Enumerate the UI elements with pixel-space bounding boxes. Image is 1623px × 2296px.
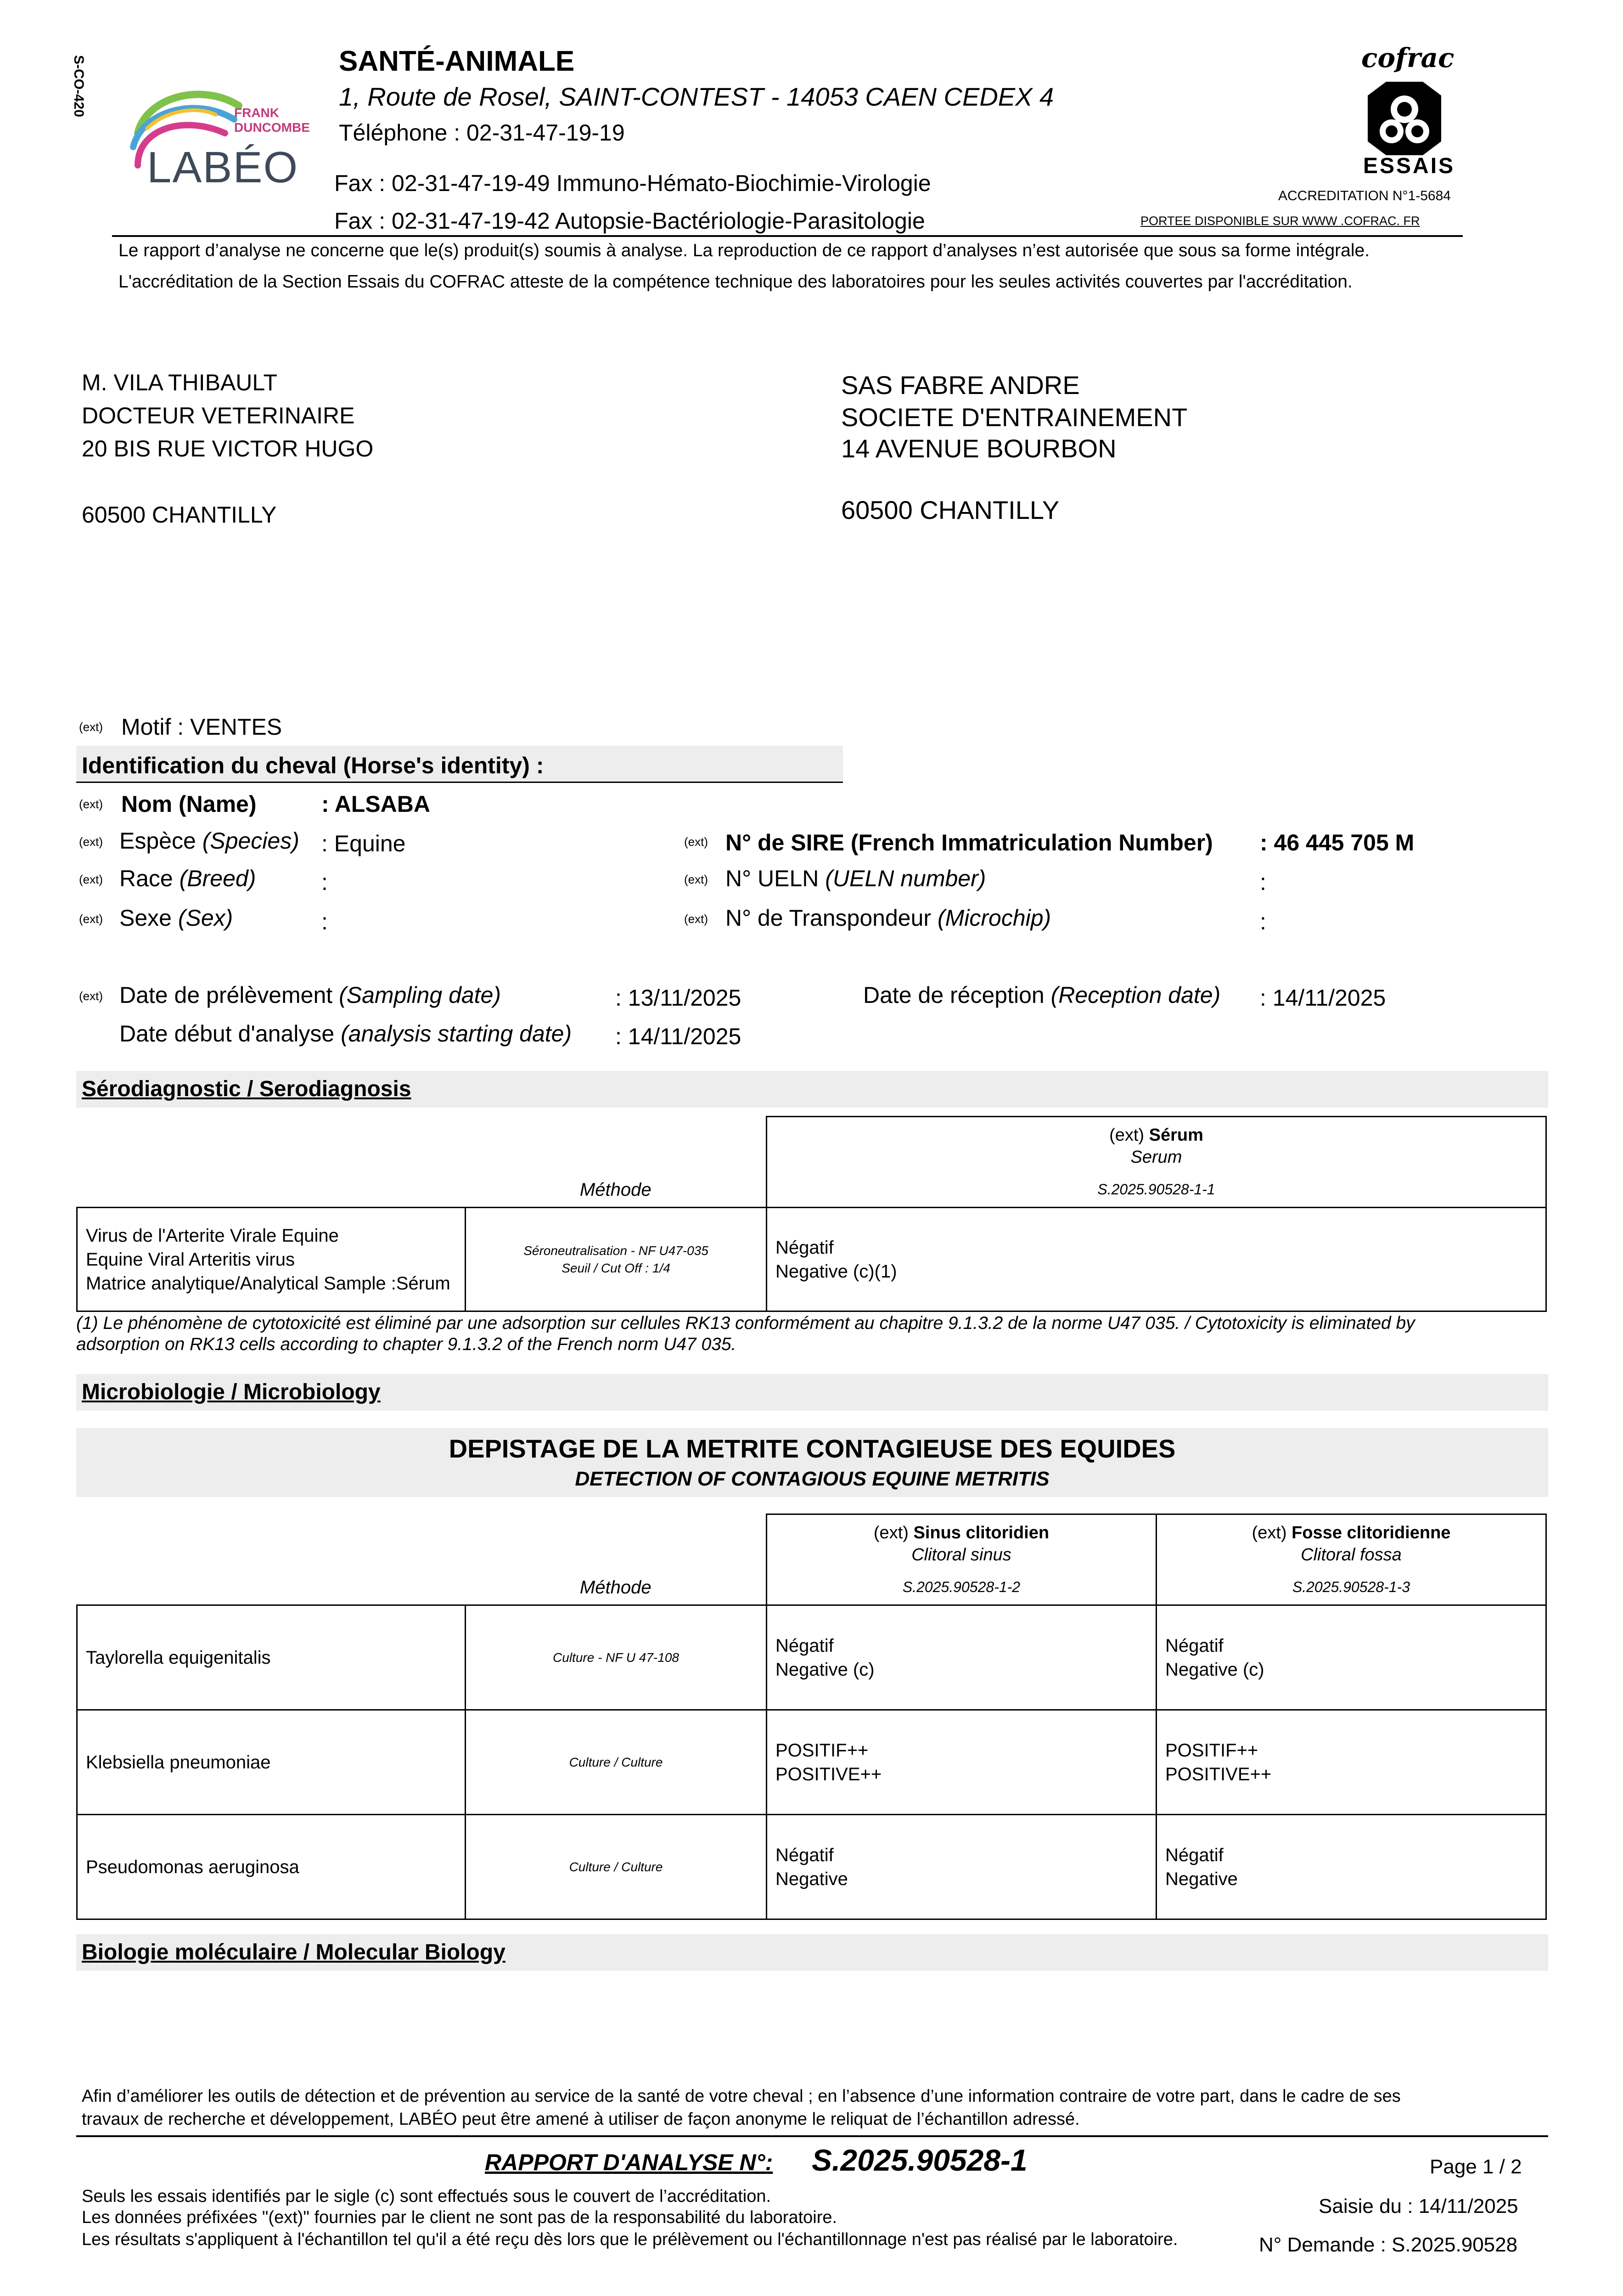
debut-analyse-label	[119, 1020, 572, 1047]
result-line-2: Negative (c)	[1165, 1659, 1264, 1680]
sinus-sample-header	[767, 1514, 1157, 1605]
sample-ext-tag: (ext)	[1252, 1523, 1287, 1542]
reception-value: : 14/11/2025	[1260, 985, 1386, 1011]
methode-header: Méthode	[579, 1180, 651, 1200]
reception-label-en: (Reception date)	[1050, 982, 1221, 1008]
ext-tag: (ext)	[684, 872, 708, 886]
method-line-2: Seuil / Cut Off : 1/4	[562, 1261, 670, 1275]
sexe-value: :	[321, 909, 328, 934]
table-row	[77, 1815, 1546, 1919]
recipient-line-2: DOCTEUR VETERINAIRE	[82, 403, 355, 428]
section-microbiology	[76, 1374, 1548, 1411]
table-row	[77, 1710, 1546, 1815]
cem-title: DEPISTAGE DE LA METRITE CONTAGIEUSE DES EQUIDES	[449, 1434, 1176, 1463]
method-cell: Culture / Culture	[466, 1710, 767, 1815]
result-cell	[1157, 1605, 1546, 1710]
recipient-line-3: 20 BIS RUE VICTOR HUGO	[82, 436, 374, 461]
sample-name: Fosse clitoridienne	[1292, 1523, 1451, 1542]
owner-line-2: SOCIETE D'ENTRAINEMENT	[841, 403, 1188, 432]
sample-id: S.2025.90528-1-1	[1097, 1181, 1215, 1198]
nom-value: : ALSABA	[321, 791, 431, 817]
method-cell: Culture - NF U 47-108	[466, 1605, 767, 1710]
result-cell	[767, 1710, 1157, 1815]
fosse-sample-header	[1157, 1514, 1546, 1605]
ext-tag: (ext)	[79, 872, 103, 886]
saisie-date: Saisie du : 14/11/2025	[1319, 2195, 1518, 2217]
transpondeur-label	[725, 905, 1051, 931]
result-cell	[767, 1815, 1157, 1919]
sample-ext-tag: (ext)	[1109, 1125, 1145, 1145]
section-molecular-biology-title: Biologie moléculaire / Molecular Biology	[82, 1940, 505, 1964]
microbiology-header-row	[77, 1514, 1546, 1605]
footer-note-2: Les données préfixées "(ext)" fournies par le client ne sont pas de la responsabilité du laboratoire.	[82, 2208, 837, 2227]
transpondeur-value: :	[1260, 909, 1266, 934]
ueln-value: :	[1260, 869, 1266, 895]
recipient-line-4: 60500 CHANTILLY	[82, 502, 277, 528]
result-line-1: POSITIF++	[1165, 1740, 1258, 1761]
cofrac-emblem-icon	[1359, 77, 1450, 160]
result-line-1: Négatif	[775, 1237, 834, 1258]
methode-header: Méthode	[579, 1577, 651, 1598]
header-blank-cell	[77, 1514, 466, 1605]
race-value: :	[321, 869, 328, 895]
result-cell	[767, 1208, 1546, 1311]
reception-label	[863, 982, 1220, 1008]
lab-name: SANTÉ-ANIMALE	[339, 45, 575, 77]
lab-fax-1: Fax : 02-31-47-19-49 Immuno-Hémato-Biochimie-Virologie	[334, 170, 931, 196]
footer-notice-2: travaux de recherche et développement, LABÉO peut être amené à utiliser de façon anonyme le reliquat de l’échantillon adressé.	[82, 2110, 1080, 2129]
sexe-label-fr: Sexe	[119, 905, 172, 931]
lab-address: 1, Route de Rosel, SAINT-CONTEST - 14053 CAEN CEDEX 4	[339, 82, 1054, 111]
owner-line-3: 14 AVENUE BOURBON	[841, 434, 1117, 463]
rapport-label: RAPPORT D'ANALYSE N°:	[485, 2150, 773, 2175]
sample-ext-tag: (ext)	[873, 1523, 909, 1542]
sample-name-en: Clitoral fossa	[1301, 1545, 1402, 1564]
ueln-label	[725, 865, 986, 892]
ueln-label-fr: N° UELN	[725, 866, 819, 891]
section-microbiology-title: Microbiologie / Microbiology	[82, 1380, 381, 1404]
ext-tag: (ext)	[79, 912, 103, 926]
analyte-cell	[77, 1208, 466, 1311]
sexe-label	[119, 905, 233, 931]
cofrac-portee-link[interactable]: PORTEE DISPONIBLE SUR WWW .COFRAC. FR	[1140, 214, 1420, 228]
transpondeur-label-en: (Microchip)	[937, 905, 1051, 931]
sample-id: S.2025.90528-1-2	[902, 1578, 1021, 1595]
owner-line-4: 60500 CHANTILLY	[841, 495, 1060, 524]
nom-label: Nom (Name)	[121, 791, 257, 817]
sexe-label-en: (Sex)	[178, 905, 233, 931]
sire-label: N° de SIRE (French Immatriculation Number)	[725, 830, 1213, 855]
motif: Motif : VENTES	[121, 714, 282, 740]
logo-sub1: FRANK	[234, 106, 279, 120]
race-label	[119, 865, 256, 892]
analyte-cell: Klebsiella pneumoniae	[77, 1710, 466, 1815]
cem-title-block	[76, 1428, 1548, 1497]
recipient-line-1: M. VILA THIBAULT	[82, 370, 278, 395]
serum-sample-header	[767, 1117, 1546, 1208]
ext-tag: (ext)	[684, 912, 708, 926]
method-cell	[466, 1208, 767, 1311]
lab-fax-2: Fax : 02-31-47-19-42 Autopsie-Bactériologie-Parasitologie	[334, 208, 925, 234]
result-line-1: Négatif	[775, 1845, 834, 1865]
page-number: Page 1 / 2	[1430, 2155, 1522, 2178]
section-molecular-biology	[76, 1934, 1548, 1971]
method-line-1: Séroneutralisation - NF U47-035	[523, 1243, 708, 1258]
result-line-2: Negative (c)(1)	[775, 1261, 897, 1282]
sample-name: Sinus clitoridien	[913, 1523, 1050, 1542]
cofrac-essais-text: ESSAIS	[1363, 154, 1455, 178]
prelevement-label-en: (Sampling date)	[339, 982, 501, 1008]
lab-phone: Téléphone : 02-31-47-19-19	[339, 120, 625, 146]
race-label-fr: Race	[119, 866, 173, 891]
cofrac-logo-text: cofrac	[1361, 42, 1455, 73]
ext-tag: (ext)	[684, 835, 708, 849]
espece-label	[119, 827, 299, 854]
analyte-line-2: Equine Viral Arteritis virus	[86, 1249, 295, 1270]
cofrac-logo	[1357, 42, 1453, 180]
identity-title: Identification du cheval (Horse's identity) :	[82, 753, 544, 778]
analyte-cell: Pseudomonas aeruginosa	[77, 1815, 466, 1919]
microbiology-table	[76, 1514, 1547, 1920]
section-serodiagnostic	[76, 1071, 1548, 1108]
cem-subtitle: DETECTION OF CONTAGIOUS EQUINE METRITIS	[575, 1468, 1050, 1490]
table-row	[77, 1208, 1546, 1311]
prelevement-value: : 13/11/2025	[615, 985, 741, 1011]
footer-notice-1: Afin d’améliorer les outils de détection et de prévention au service de la santé de votre cheval ; en l’absence d’une information contraire de votre part, dans le cadre de ses	[82, 2087, 1401, 2106]
disclaimer-line-2: L'accréditation de la Section Essais du COFRAC atteste de la compétence technique des laboratoires pour les seules activités couvertes par l'accréditation.	[118, 272, 1353, 292]
result-line-2: Negative (c)	[775, 1659, 875, 1680]
sample-id: S.2025.90528-1-3	[1292, 1578, 1410, 1595]
sample-name-en: Clitoral sinus	[911, 1545, 1011, 1564]
result-line-1: Négatif	[1165, 1845, 1224, 1865]
serodiagnostic-footnote-1: (1) Le phénomène de cytotoxicité est éliminé par une adsorption sur cellules RK13 conformément au chapitre 9.1.3.2 de la norme U47 035. / Cytotoxicity is eliminated by	[76, 1313, 1415, 1333]
result-cell	[767, 1605, 1157, 1710]
owner-line-1: SAS FABRE ANDRE	[841, 371, 1080, 400]
document-code: S-CO-420	[71, 55, 86, 118]
footer-note-1: Seuls les essais identifiés par le sigle (c) sont effectués sous le couvert de l’accréditation.	[82, 2187, 771, 2206]
espece-label-fr: Espèce	[119, 828, 196, 854]
demande-number: N° Demande : S.2025.90528	[1259, 2234, 1518, 2256]
analyte-cell: Taylorella equigenitalis	[77, 1605, 466, 1710]
result-line-1: POSITIF++	[775, 1740, 869, 1761]
result-line-2: Negative	[775, 1868, 848, 1889]
serodiagnostic-footnote-2: adsorption on RK13 cells according to chapter 9.1.3.2 of the French norm U47 035.	[76, 1334, 736, 1354]
race-label-en: (Breed)	[179, 866, 256, 891]
result-cell	[1157, 1815, 1546, 1919]
table-row	[77, 1605, 1546, 1710]
ext-tag: (ext)	[79, 989, 103, 1003]
result-line-2: Negative	[1165, 1868, 1238, 1889]
logo-text: LABÉO	[147, 143, 299, 192]
serodiagnostic-table	[76, 1116, 1547, 1312]
prelevement-label	[119, 982, 501, 1008]
footer-divider	[76, 2135, 1548, 2137]
ext-tag: (ext)	[79, 835, 103, 849]
serodiagnostic-header-row	[77, 1117, 1546, 1208]
result-cell	[1157, 1710, 1546, 1815]
labeo-logo	[119, 78, 321, 197]
transpondeur-label-fr: N° de Transpondeur	[725, 905, 932, 931]
accreditation-number: ACCREDITATION N°1-5684	[1278, 188, 1451, 203]
reception-label-fr: Date de réception	[863, 982, 1045, 1008]
header-blank-cell	[77, 1117, 466, 1208]
analyte-line-3: Matrice analytique/Analytical Sample :Sérum	[86, 1273, 450, 1294]
sample-name: Sérum	[1149, 1125, 1203, 1145]
prelevement-label-fr: Date de prélèvement	[119, 982, 333, 1008]
debut-analyse-value: : 14/11/2025	[615, 1024, 741, 1049]
ueln-label-en: (UELN number)	[825, 866, 986, 891]
debut-analyse-label-fr: Date début d'analyse	[119, 1021, 335, 1047]
result-line-1: Négatif	[775, 1635, 834, 1656]
method-cell: Culture / Culture	[466, 1815, 767, 1919]
result-line-2: POSITIVE++	[775, 1764, 882, 1784]
ext-tag: (ext)	[79, 720, 103, 734]
result-line-1: Négatif	[1165, 1635, 1224, 1656]
rapport-number: S.2025.90528-1	[812, 2143, 1028, 2177]
espece-value: : Equine	[321, 831, 406, 856]
analyte-line-1: Virus de l'Arterite Virale Equine	[86, 1225, 339, 1246]
debut-analyse-label-en: (analysis starting date)	[341, 1021, 572, 1047]
header-divider	[112, 235, 1463, 237]
logo-sub2: DUNCOMBE	[234, 120, 310, 135]
footer-note-3: Les résultats s'appliquent à l'échantillon tel qu'il a été reçu dès lors que le prélèvement ou l'échantillonnage n'est pas réalisé par le laboratoire.	[82, 2230, 1178, 2249]
section-serodiagnostic-title: Sérodiagnostic / Serodiagnosis	[82, 1077, 411, 1101]
result-line-2: POSITIVE++	[1165, 1764, 1272, 1784]
espece-label-en: (Species)	[202, 828, 299, 854]
sample-name-en: Serum	[1130, 1147, 1182, 1167]
ext-tag: (ext)	[79, 797, 103, 811]
sire-value: : 46 445 705 M	[1260, 830, 1415, 855]
disclaimer-line-1: Le rapport d’analyse ne concerne que le(s) produit(s) soumis à analyse. La reproduction de ce rapport d’analyses n’est autorisée que sous sa forme intégrale.	[118, 241, 1370, 260]
